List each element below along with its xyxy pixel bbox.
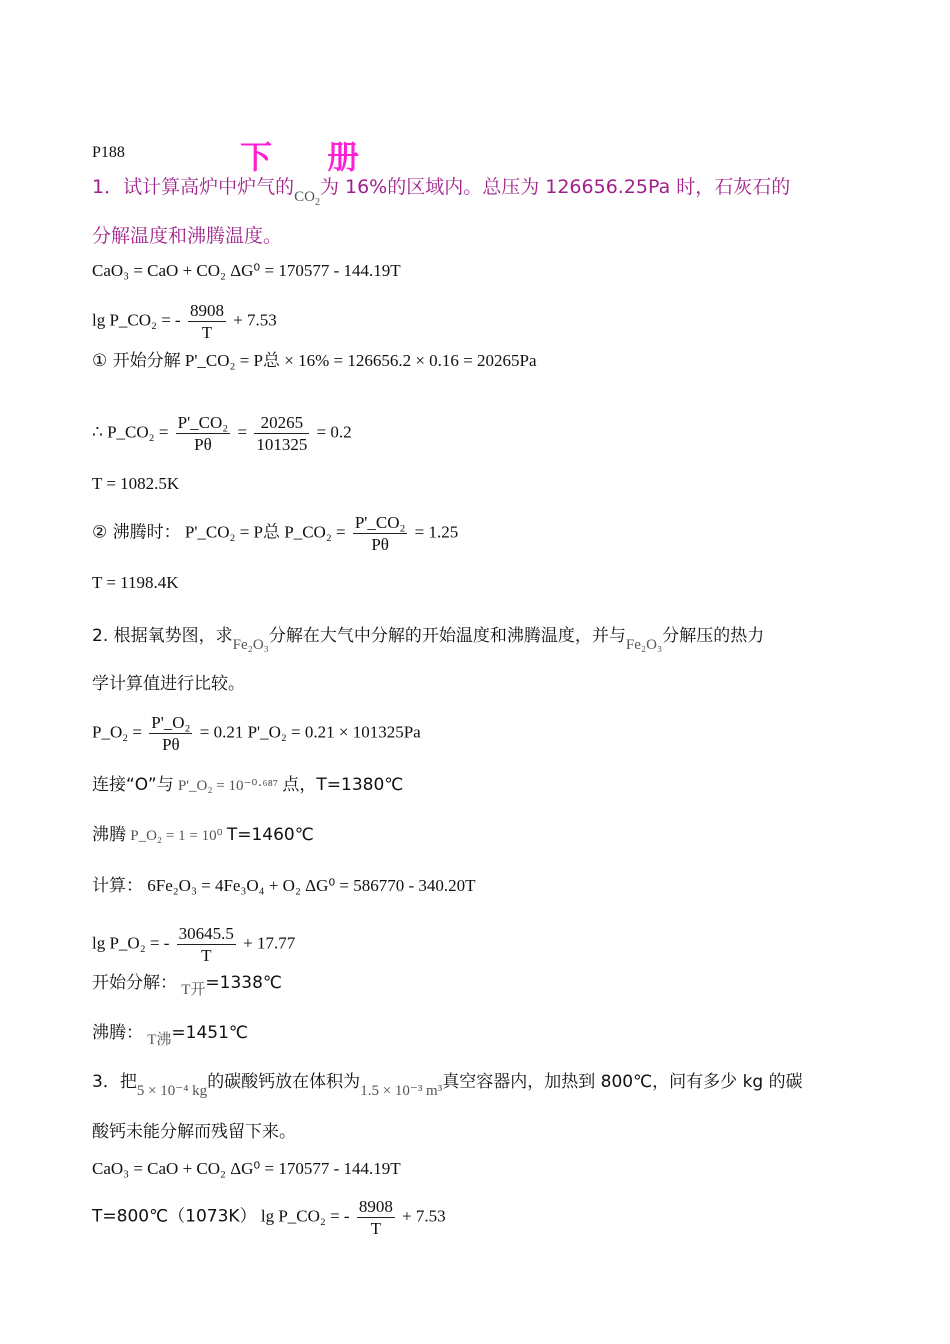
problem-2-formula-2: Fe₂O₃ xyxy=(625,637,663,653)
p2-po2-prefix: P_O₂ = xyxy=(92,722,142,742)
problem-3-question-part-b: 的碳酸钙放在体积为 xyxy=(207,1072,361,1092)
problem-3-question xyxy=(92,1072,803,1099)
p1-step2-suffix: = 1.25 xyxy=(414,522,459,542)
p2-calc-equation: 6Fe₂O₃ = 4Fe₃O₄ + O₂ ΔG⁰ = 586770 - 340.20T xyxy=(147,876,476,895)
p2-start-temp xyxy=(92,973,283,998)
problem-3-volume: 1.5 × 10⁻³ m³ xyxy=(360,1083,443,1099)
problem-1-question-part-b: 为 16%的区域内。总压为 126656.25Pa 时，石灰石的 xyxy=(319,176,791,198)
problem-3-question-part-c: 真空容器内，加热到 800℃，问有多少 kg 的碳 xyxy=(442,1072,803,1092)
p2-connect-result: 点，T=1380℃ xyxy=(282,775,404,795)
problem-1-question-part-a: 1．试计算高炉中炉气的 xyxy=(92,176,295,198)
problem-1-question: 1．试计算高炉中炉气的$_{CO_2}$为 16%的区域内。总压为 126656.25Pa 时，石灰石的 xyxy=(92,176,791,208)
p2-start-symbol: T开 xyxy=(181,982,206,998)
problem-1-question-cont: 分解温度和沸腾温度。 xyxy=(92,225,283,247)
problem-2-question-part-b: 分解在大气中分解的开始温度和沸腾温度，并与 xyxy=(268,626,626,646)
p2-lg-prefix: lg P_O₂ = - xyxy=(92,933,170,953)
problem-3-mass: 5 × 10⁻⁴ kg xyxy=(136,1083,208,1099)
p1-step2-label: ② 沸腾时： xyxy=(92,522,181,543)
p1-step1-label: ① 开始分解 xyxy=(92,351,181,371)
problem-2-question xyxy=(92,626,765,653)
p1-ratio-fraction-2: $\frac{20265}{101325}$ xyxy=(256,413,308,455)
p2-boiling-label: 沸腾： xyxy=(92,1023,143,1043)
p2-lg-suffix: + 17.77 xyxy=(243,933,296,953)
p1-result-t1: T = 1082.5K xyxy=(92,474,180,493)
problem-3-question-part-a: 3．把 xyxy=(92,1072,137,1092)
p1-start-decomp-line xyxy=(92,352,537,370)
p1-ratio-fraction-1: $\frac{\text{P'\_CO₂}}{P\theta}$ xyxy=(177,413,229,455)
p1-result-t2: T = 1198.4K xyxy=(92,573,179,592)
p2-boiling-temp xyxy=(92,1023,249,1048)
p1-pressure-ratio: ∴ P_CO₂ = $\frac{\text{P'\_CO₂}}{P\theta}$ = $\frac{20265}{101325}$ = 0.2 xyxy=(92,413,352,455)
p2-connect-label: 连接“O”与 xyxy=(92,775,174,795)
p3-lg-suffix: + 7.53 xyxy=(402,1206,446,1226)
p1-step1-equation: P'_CO₂ = P总 × 16% = 126656.2 × 0.16 = 20265Pa xyxy=(184,351,537,370)
p1-boiling-line xyxy=(92,512,458,556)
problem-2-question-cont: 学计算值进行比较。 xyxy=(92,674,245,694)
p2-calc-line xyxy=(92,877,476,895)
p1-lg-prefix: lg P_CO₂ = - xyxy=(92,310,181,330)
p2-boiling-symbol: T沸 xyxy=(147,1032,172,1048)
p3-lg-prefix: lg P_CO₂ = - xyxy=(260,1206,350,1226)
p1-lg-suffix: + 7.53 xyxy=(233,310,277,330)
p2-po2-ratio xyxy=(92,712,421,756)
p1-step2-equation: P'_CO₂ = P总 P_CO₂ = xyxy=(184,522,346,542)
p2-boil-result: T=1460℃ xyxy=(226,825,314,845)
p2-boiling-value: =1451℃ xyxy=(171,1023,249,1043)
p2-po2-suffix: = 0.21 P'_O₂ = 0.21 × 101325Pa xyxy=(199,722,421,742)
p3-reaction-equation: CaO₃ = CaO + CO₂ ΔG⁰ = 170577 - 144.19T xyxy=(92,1159,401,1178)
p2-calc-label: 计算： xyxy=(92,876,143,896)
page-label: P188 xyxy=(92,144,125,161)
p1-ratio-suffix: = 0.2 xyxy=(316,422,352,442)
p3-temperature: T=800℃（1073K） xyxy=(92,1206,257,1227)
problem-3-question-cont: 酸钙未能分解而残留下来。 xyxy=(92,1122,296,1142)
p1-reaction-equation: CaO₃ = CaO + CO₂ ΔG⁰ = 170577 - 144.19T xyxy=(92,261,401,280)
p2-lg-fraction: $\frac{30645.5}{T}$ xyxy=(178,924,234,966)
p2-po2-fraction: $\frac{\text{P'\_O₂}}{P\theta}$ xyxy=(151,713,191,755)
p2-connect-math: P'_O₂ = 10⁻⁰·⁶⁸⁷ xyxy=(177,778,279,794)
problem-2-formula-1: Fe₂O₃ xyxy=(232,637,269,653)
p1-step2-fraction: $\frac{\text{P'\_CO₂}}{P\theta}$ xyxy=(354,513,406,555)
p1-lg-fraction: $\frac{8908}{T}$ xyxy=(189,301,224,343)
p2-start-label: 开始分解： xyxy=(92,973,177,993)
problem-2-question-part-a: 2. 根据氧势图，求 xyxy=(92,626,233,646)
section-title: 下 册 xyxy=(240,138,382,176)
p2-boil-line xyxy=(92,826,314,844)
p3-lg-fraction: $\frac{8908}{T}$ xyxy=(358,1197,393,1239)
p3-lg-equation xyxy=(92,1196,446,1240)
p2-boil-label: 沸腾 xyxy=(92,825,126,845)
p2-lg-equation xyxy=(92,923,295,967)
p2-connect-line xyxy=(92,776,403,794)
p2-start-value: =1338℃ xyxy=(205,973,283,993)
p1-ratio-prefix: ∴ P_CO₂ = xyxy=(92,422,169,442)
p2-boil-math: P_O₂ = 1 = 10⁰ xyxy=(130,828,223,844)
p1-lg-equation xyxy=(92,300,277,344)
problem-2-question-part-c: 分解压的热力 xyxy=(662,626,765,646)
